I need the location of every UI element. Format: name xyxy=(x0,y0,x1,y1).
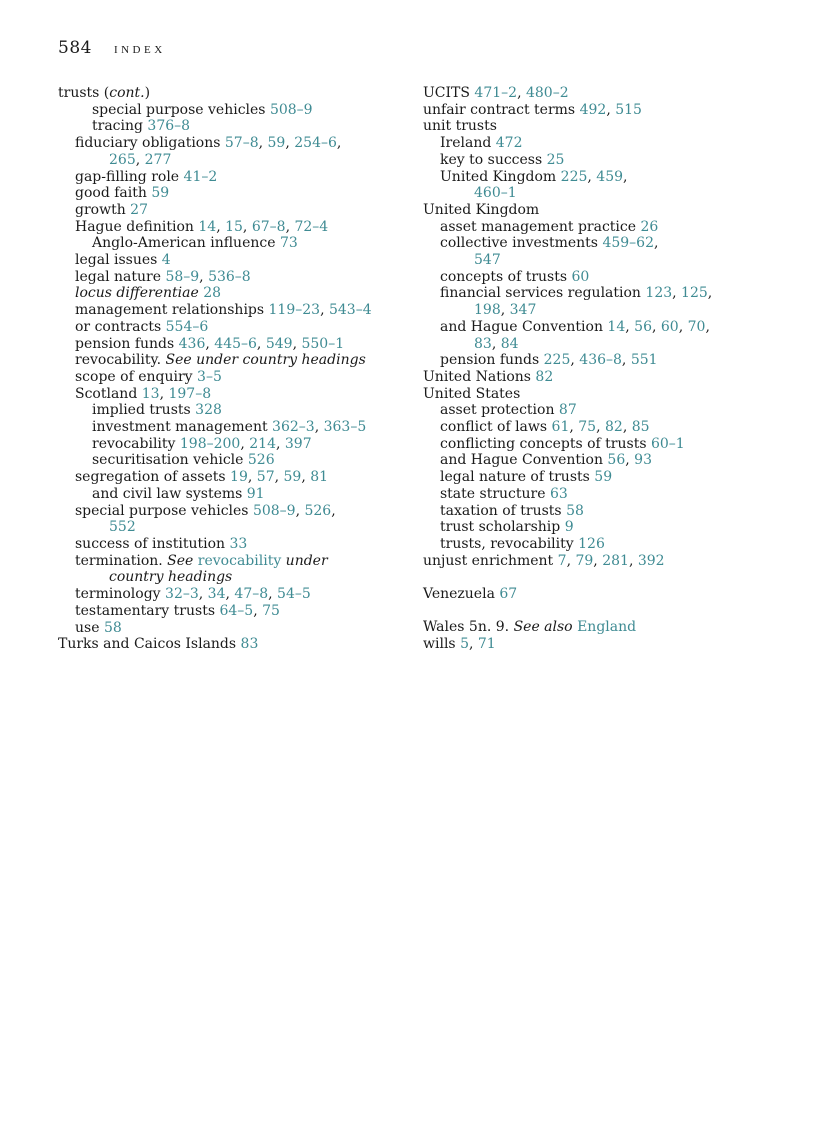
page-reference-link[interactable]: 64–5 xyxy=(219,602,254,619)
index-subentry xyxy=(58,269,408,286)
page-reference-link[interactable]: 58 xyxy=(566,502,584,519)
entry-text: , xyxy=(596,419,605,436)
entry-text: unit trusts xyxy=(423,118,497,135)
entry-text: , xyxy=(198,586,208,603)
page-reference-link[interactable]: 547 xyxy=(474,252,501,269)
entry-italic-text: See also xyxy=(513,619,573,636)
entry-text: testamentary trusts xyxy=(75,602,220,619)
entry-text: , xyxy=(625,452,635,469)
index-entry xyxy=(423,553,763,570)
page-reference-link[interactable]: 60 xyxy=(571,268,590,285)
entry-italic-text: See xyxy=(167,552,198,569)
entry-text: , xyxy=(625,318,635,335)
index-subentry xyxy=(423,285,763,302)
entry-text: asset management practice xyxy=(440,218,641,235)
index-subentry xyxy=(423,302,763,319)
page-reference-link[interactable]: 328 xyxy=(195,402,222,419)
entry-text: , xyxy=(621,352,631,369)
page-reference-link[interactable]: 471–2 xyxy=(474,85,518,101)
page-reference-link[interactable]: 459–62 xyxy=(602,235,654,252)
page-reference-link[interactable]: 81 xyxy=(310,469,329,486)
page-reference-link[interactable]: 9 xyxy=(564,519,574,536)
entry-text: growth xyxy=(75,201,131,218)
entry-text: legal nature of trusts xyxy=(440,469,595,486)
page-reference-link[interactable]: England xyxy=(577,619,637,636)
index-subentry xyxy=(423,152,763,169)
index-entry xyxy=(423,386,763,403)
entry-text: management relationships xyxy=(75,302,269,319)
index-subentry xyxy=(58,352,408,369)
page-reference-link[interactable]: 550–1 xyxy=(301,335,345,352)
page-reference-link[interactable]: 85 xyxy=(631,419,650,436)
index-subentry xyxy=(423,503,763,520)
page-reference-link[interactable]: 15 xyxy=(225,218,243,235)
entry-text: , xyxy=(653,235,659,252)
page-reference-link[interactable]: 28 xyxy=(203,285,222,302)
page-reference-link[interactable]: 4 xyxy=(161,252,171,269)
blank-line xyxy=(423,569,763,586)
page-reference-link[interactable]: 59 xyxy=(594,469,613,486)
page-reference-link[interactable]: 83 xyxy=(240,636,259,653)
entry-text: , xyxy=(672,285,682,302)
page-reference-link[interactable]: 7 xyxy=(557,552,567,569)
index-subentry xyxy=(423,402,763,419)
entry-text: , xyxy=(295,502,305,519)
page-reference-link[interactable]: 34 xyxy=(207,586,226,603)
index-subentry xyxy=(58,152,408,169)
page-reference-link[interactable]: 82 xyxy=(535,368,554,385)
entry-text: , xyxy=(705,318,710,335)
entry-text: , xyxy=(491,335,501,352)
index-subentry xyxy=(58,336,408,353)
entry-text: , xyxy=(622,419,632,436)
index-subentry xyxy=(423,269,763,286)
entry-italic-text: country headings xyxy=(109,569,233,586)
page-reference-link[interactable]: 376–8 xyxy=(147,118,191,135)
index-subentry xyxy=(58,169,408,186)
entry-text: , xyxy=(628,552,638,569)
index-subentry xyxy=(58,553,408,570)
page-reference-link[interactable]: 56 xyxy=(634,318,652,335)
index-subentry xyxy=(423,219,763,236)
entry-text: , xyxy=(623,168,628,185)
index-subentry xyxy=(58,469,408,486)
index-subentry xyxy=(58,302,408,319)
index-subentry xyxy=(423,436,763,453)
entry-text: legal issues xyxy=(75,252,162,269)
entry-text: legal nature xyxy=(75,268,166,285)
entry-text: scope of enquiry xyxy=(75,368,198,385)
page-reference-link[interactable]: 32–3 xyxy=(165,586,199,603)
entry-text: trust scholarship xyxy=(440,519,565,536)
index-entry xyxy=(423,118,763,135)
page-reference-link[interactable]: 536–8 xyxy=(208,268,251,285)
page-reference-link[interactable]: 281 xyxy=(602,552,629,569)
entry-text: , xyxy=(468,636,478,653)
index-subentry xyxy=(58,536,408,553)
page-reference-link[interactable]: 459 xyxy=(596,168,624,185)
entry-text: Hague definition xyxy=(75,218,199,235)
index-subentry xyxy=(58,285,408,302)
entry-text: , xyxy=(517,85,526,101)
entry-text: asset protection xyxy=(440,402,559,419)
page-reference-link[interactable]: 47–8 xyxy=(234,586,269,603)
page-reference-link[interactable]: 5 xyxy=(460,636,469,653)
page-reference-link[interactable]: 362–3 xyxy=(272,419,315,436)
page-reference-link[interactable]: 61 xyxy=(551,419,570,436)
entry-text: terminology xyxy=(75,586,166,603)
index-subentry xyxy=(58,436,408,453)
page-reference-link[interactable]: 83 xyxy=(474,335,492,352)
index-subentry xyxy=(423,135,763,152)
page-reference-link[interactable]: 27 xyxy=(130,201,148,218)
entry-text: implied trusts xyxy=(92,402,196,419)
entry-text: , xyxy=(240,435,250,452)
index-subentry xyxy=(423,169,763,186)
entry-text: , xyxy=(258,135,268,152)
page-reference-link[interactable]: 198–200 xyxy=(179,435,241,452)
page-reference-link[interactable]: 214 xyxy=(249,435,276,452)
index-subentry xyxy=(58,620,408,637)
index-subentry xyxy=(58,252,408,269)
index-subentry xyxy=(58,519,408,536)
index-subentry xyxy=(58,586,408,603)
index-entry xyxy=(423,102,763,119)
entry-text: conflict of laws xyxy=(440,419,552,436)
index-subentry xyxy=(58,402,408,419)
page-reference-link[interactable]: 277 xyxy=(144,151,172,168)
index-subentry xyxy=(423,469,763,486)
page-reference-link[interactable]: 526 xyxy=(247,452,275,469)
page-reference-link[interactable]: 198 xyxy=(474,302,501,319)
page-reference-link[interactable]: 347 xyxy=(509,302,537,319)
page-reference-link[interactable]: 60 xyxy=(660,318,679,335)
page-reference-link[interactable]: 73 xyxy=(279,235,298,252)
index-entry xyxy=(423,636,763,653)
entry-text: Scotland xyxy=(75,385,142,402)
entry-text: , xyxy=(569,419,579,436)
page-reference-link[interactable]: 63 xyxy=(549,485,568,502)
index-subentry xyxy=(58,219,408,236)
page-reference-link[interactable]: 265 xyxy=(109,151,136,168)
index-subentry xyxy=(58,486,408,503)
page-reference-link[interactable]: 75 xyxy=(262,602,280,619)
index-subentry xyxy=(58,102,408,119)
page-reference-link[interactable]: 93 xyxy=(634,452,652,469)
entry-text: Wales 5n. 9. xyxy=(423,619,514,636)
index-subentry xyxy=(58,319,408,336)
entry-text: investment management xyxy=(92,419,273,436)
page-reference-link[interactable]: 59 xyxy=(267,135,286,152)
entry-text: pension funds xyxy=(75,335,179,352)
entry-text: , xyxy=(320,302,329,319)
page-reference-link[interactable]: 84 xyxy=(500,335,519,352)
page-reference-link[interactable]: 79 xyxy=(575,552,594,569)
entry-text: segregation of assets xyxy=(75,469,231,486)
entry-text: , xyxy=(225,586,235,603)
entry-text: United Nations xyxy=(423,368,536,385)
index-subentry xyxy=(58,135,408,152)
entry-text: , xyxy=(707,285,713,302)
page-reference-link[interactable]: 19 xyxy=(230,469,248,486)
entry-text: conflicting concepts of trusts xyxy=(440,435,651,452)
entry-text: , xyxy=(606,101,616,118)
entry-text: Turks and Caicos Islands xyxy=(58,636,241,653)
index-entry xyxy=(58,85,408,102)
entry-text: Ireland xyxy=(440,135,496,152)
page-reference-link[interactable]: 123 xyxy=(645,285,673,302)
entry-text: , xyxy=(205,335,215,352)
index-subentry xyxy=(423,486,763,503)
entry-text: , xyxy=(216,218,226,235)
index-subentry xyxy=(423,352,763,369)
entry-text: , xyxy=(566,552,576,569)
page-reference-link[interactable]: 554–6 xyxy=(165,318,209,335)
entry-text: , xyxy=(570,352,580,369)
entry-text: use xyxy=(75,619,104,636)
entry-text: , xyxy=(242,218,252,235)
page-reference-link[interactable]: 72–4 xyxy=(294,218,329,235)
page-reference-link[interactable]: 397 xyxy=(284,435,312,452)
page-reference-link[interactable]: 508–9 xyxy=(269,101,313,118)
entry-text: UCITS xyxy=(423,85,475,101)
index-subentry xyxy=(423,252,763,269)
entry-text: , xyxy=(275,435,285,452)
page-reference-link[interactable]: 60–1 xyxy=(650,435,685,452)
entry-text: , xyxy=(159,385,169,402)
entry-text: fiduciary obligations xyxy=(75,135,225,152)
entry-text: , xyxy=(678,318,688,335)
entry-text: , xyxy=(500,302,510,319)
index-subentry xyxy=(423,419,763,436)
page-reference-link[interactable]: 67–8 xyxy=(251,218,286,235)
entry-text: revocability. xyxy=(75,352,166,369)
page-reference-link[interactable]: 472 xyxy=(495,135,523,152)
index-subentry xyxy=(423,336,763,353)
index-subentry xyxy=(423,536,763,553)
page-reference-link[interactable]: 57–8 xyxy=(224,135,259,152)
page-reference-link[interactable]: 58–9 xyxy=(165,268,200,285)
page-reference-link[interactable]: 445–6 xyxy=(214,335,257,352)
index-subentry xyxy=(58,235,408,252)
entry-text: , xyxy=(199,268,209,285)
index-subentry xyxy=(58,185,408,202)
index-entry xyxy=(58,636,408,653)
entry-text: , xyxy=(587,168,597,185)
page-reference-link[interactable]: 87 xyxy=(558,402,577,419)
entry-text: financial services regulation xyxy=(440,285,646,302)
index-subentry xyxy=(58,603,408,620)
entry-text: taxation of trusts xyxy=(440,502,567,519)
entry-text: wills xyxy=(423,636,461,653)
page-reference-link[interactable]: 82 xyxy=(605,419,623,436)
entry-text: United States xyxy=(423,385,521,402)
page-reference-link[interactable]: 56 xyxy=(607,452,626,469)
index-subentry xyxy=(58,452,408,469)
entry-text: key to success xyxy=(440,151,547,168)
page-reference-link[interactable]: 543–4 xyxy=(328,302,372,319)
index-subentry xyxy=(58,202,408,219)
entry-italic-text: See under country headings xyxy=(165,352,366,369)
index-subentry xyxy=(423,519,763,536)
page-reference-link[interactable]: 3–5 xyxy=(197,368,222,385)
entry-text: or contracts xyxy=(75,318,166,335)
entry-text: and Hague Convention xyxy=(440,318,608,335)
entry-text: , xyxy=(135,151,145,168)
page-reference-link[interactable]: 460–1 xyxy=(474,185,517,202)
page-reference-link[interactable]: 13 xyxy=(141,385,160,402)
index-subentry xyxy=(58,118,408,135)
page-reference-link[interactable]: 197–8 xyxy=(168,385,212,402)
blank-line xyxy=(423,603,763,620)
page-reference-link[interactable]: 71 xyxy=(477,636,496,653)
entry-text: unjust enrichment xyxy=(423,552,558,569)
page-reference-link[interactable]: 508–9 xyxy=(252,502,296,519)
entry-text: and civil law systems xyxy=(92,485,247,502)
entry-text: , xyxy=(247,469,257,486)
page-reference-link[interactable]: 552 xyxy=(109,519,136,536)
index-subentry xyxy=(423,452,763,469)
entry-text: trusts ( xyxy=(58,85,110,101)
entry-text: , xyxy=(314,419,324,436)
page-reference-link[interactable]: 526 xyxy=(304,502,332,519)
entry-text: United Kingdom xyxy=(423,201,540,218)
entry-text: , xyxy=(331,502,336,519)
entry-text: unfair contract terms xyxy=(423,101,580,118)
page-reference-link[interactable]: revocability xyxy=(197,552,282,569)
page-number: 584 xyxy=(58,38,92,58)
page-reference-link[interactable]: 67 xyxy=(499,586,518,603)
page-reference-link[interactable]: 59 xyxy=(151,185,170,202)
page-reference-link[interactable]: 549 xyxy=(265,335,293,352)
index-subentry xyxy=(58,419,408,436)
page-reference-link[interactable]: 57 xyxy=(256,469,275,486)
index-subentry xyxy=(58,386,408,403)
index-entry xyxy=(423,586,763,603)
page-reference-link[interactable]: 225 xyxy=(543,352,571,369)
entry-text: pension funds xyxy=(440,352,544,369)
entry-text: , xyxy=(301,469,311,486)
entry-text: and Hague Convention xyxy=(440,452,608,469)
page-reference-link[interactable]: 225 xyxy=(560,168,588,185)
index-subentry xyxy=(423,235,763,252)
entry-text: trusts, revocability xyxy=(440,535,579,552)
index-subentry xyxy=(58,503,408,520)
index-entry xyxy=(423,85,763,102)
page-reference-link[interactable]: 492 xyxy=(579,101,607,118)
page-reference-link[interactable]: 254–6 xyxy=(294,135,337,152)
entry-text: collective investments xyxy=(440,235,603,252)
index-column-right xyxy=(423,85,763,653)
entry-text: , xyxy=(285,135,295,152)
entry-text: termination. xyxy=(75,552,168,569)
entry-text: , xyxy=(593,552,603,569)
entry-text: concepts of trusts xyxy=(440,268,572,285)
index-column-left xyxy=(58,85,408,653)
entry-text: success of institution xyxy=(75,535,230,552)
entry-text: special purpose vehicles xyxy=(75,502,253,519)
entry-text: revocability xyxy=(92,435,180,452)
index-subentry xyxy=(423,185,763,202)
page-reference-link[interactable]: 70 xyxy=(687,318,706,335)
entry-text: , xyxy=(292,335,302,352)
page-reference-link[interactable]: 363–5 xyxy=(323,419,367,436)
page-reference-link[interactable]: 41–2 xyxy=(183,168,218,185)
entry-text: , xyxy=(285,218,295,235)
index-subentry xyxy=(423,319,763,336)
page-reference-link[interactable]: 126 xyxy=(578,535,605,552)
page-reference-link[interactable]: 14 xyxy=(607,318,626,335)
page-reference-link[interactable]: 33 xyxy=(229,535,248,552)
page-reference-link[interactable]: 392 xyxy=(637,552,665,569)
page-reference-link[interactable]: 91 xyxy=(246,485,265,502)
entry-italic-text: cont. xyxy=(109,85,145,101)
page-reference-link[interactable]: 59 xyxy=(283,469,302,486)
entry-text: , xyxy=(651,318,661,335)
entry-text: , xyxy=(256,335,266,352)
entry-text: gap-filling role xyxy=(75,168,184,185)
running-head-title: INDEX xyxy=(113,44,166,56)
entry-text: Venezuela xyxy=(423,586,500,603)
entry-text: good faith xyxy=(75,185,152,202)
page-reference-link[interactable]: 436–8 xyxy=(579,352,622,369)
entry-text: , xyxy=(336,135,342,152)
page-reference-link[interactable]: 54–5 xyxy=(277,586,311,603)
index-entry xyxy=(423,369,763,386)
page-reference-link[interactable]: 480–2 xyxy=(525,85,569,101)
index-entry xyxy=(423,619,763,636)
page-reference-link[interactable]: 551 xyxy=(630,352,658,369)
entry-text: securitisation vehicle xyxy=(92,452,248,469)
page-reference-link[interactable]: 119–23 xyxy=(268,302,321,319)
page-reference-link[interactable]: 26 xyxy=(640,218,659,235)
entry-text: United Kingdom xyxy=(440,168,561,185)
entry-text: ) xyxy=(144,85,151,101)
page-reference-link[interactable]: 125 xyxy=(681,285,708,302)
index-entry xyxy=(423,202,763,219)
entry-text: special purpose vehicles xyxy=(92,101,270,118)
entry-text: tracing xyxy=(92,118,148,135)
running-header xyxy=(58,38,166,58)
page-reference-link[interactable]: 14 xyxy=(198,218,217,235)
page-reference-link[interactable]: 436 xyxy=(178,335,206,352)
index-subentry xyxy=(58,569,408,586)
entry-text: , xyxy=(253,602,263,619)
page-reference-link[interactable]: 75 xyxy=(578,419,597,436)
page-reference-link[interactable]: 58 xyxy=(103,619,122,636)
entry-text: Anglo-American influence xyxy=(92,235,280,252)
page-reference-link[interactable]: 25 xyxy=(546,151,565,168)
entry-italic-text: under xyxy=(281,552,328,569)
entry-text: , xyxy=(268,586,278,603)
entry-italic-text: locus differentiae xyxy=(75,285,199,302)
index-subentry xyxy=(58,369,408,386)
page-reference-link[interactable]: 515 xyxy=(615,101,642,118)
entry-text: state structure xyxy=(440,485,550,502)
entry-text: , xyxy=(274,469,284,486)
